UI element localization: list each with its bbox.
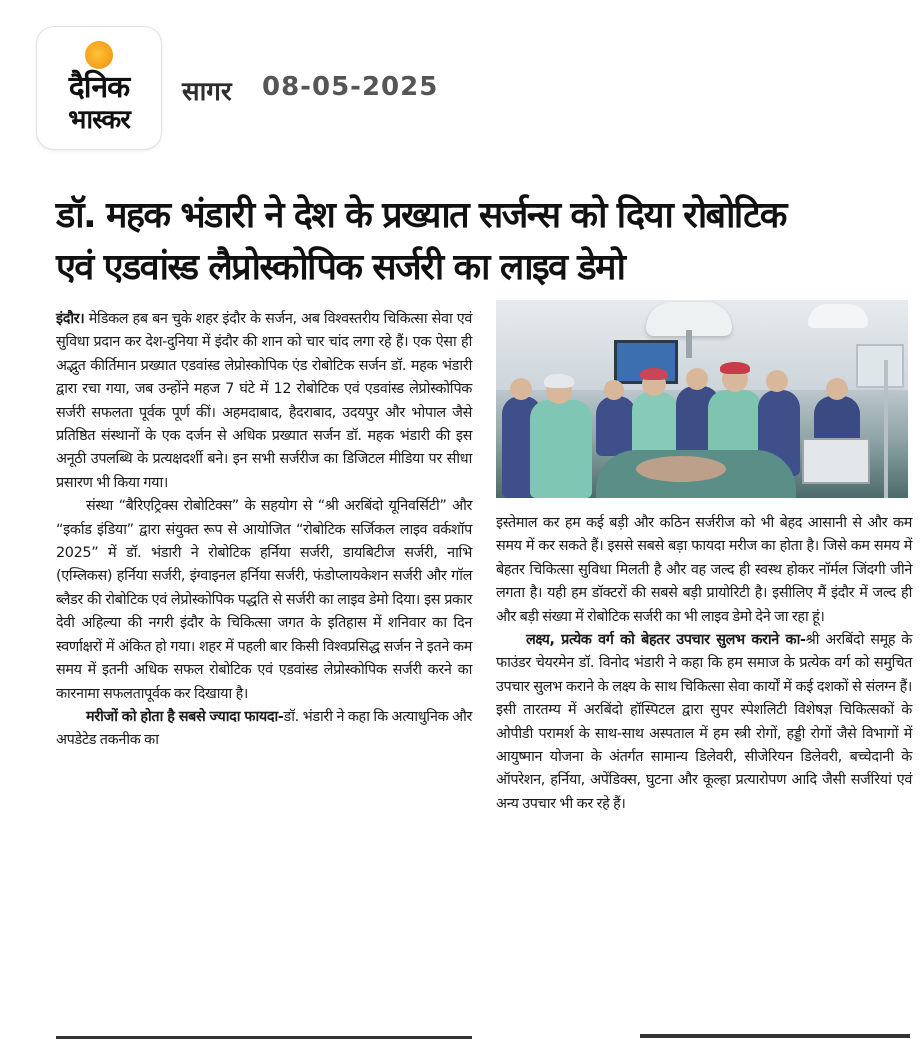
surgeon-head xyxy=(826,378,848,400)
subheading: मरीजों को होता है सबसे ज्यादा फायदा- xyxy=(86,708,284,725)
article-paragraph xyxy=(56,308,472,495)
column-rule xyxy=(56,1036,472,1039)
surgery-photo xyxy=(496,300,908,498)
subheading: लक्ष्य, प्रत्येक वर्ग को बेहतर उपचार सुलभ कराने का- xyxy=(526,632,806,649)
article-column-left xyxy=(56,308,472,753)
paragraph-text: मेडिकल हब बन चुके शहर इंदौर के सर्जन, अब विश्वस्तरीय चिकित्सा सेवा एवं सुविधा प्रदान कर देश-दुनिया में इंदौर की शान को चार चांद लगा रहे हैं। एक ऐसा ही अद्भुत कीर्तिमान प्रख्यात एडवांस्ड लेप्रोस्कोपिक एंड रोबोटिक सर्जन डॉ. महक भंडारी द्वारा रचा गया, जब उन्होंने महज 7 घंटे में 12 रोबोटिक एवं एडवांस्ड लेप्रोस्कोपिक सर्जरी सफलता पूर्वक पूर्ण कीं। अहमदाबाद, हैदराबाद, उदयपुर और भोपाल जैसे प्रतिष्ठित संस्थानों के एक दर्जन से अधिक प्रख्यात सर्जन डॉ. महक भंडारी की इस अनूठी उपलब्धि के प्रत्यक्षदर्शी बने। इन सभी सर्जरीज का डिजिटल मीडिया पर सीधा प्रसारण भी किया गया। xyxy=(56,311,472,491)
patient-draping xyxy=(636,456,726,482)
iv-pole xyxy=(884,360,888,498)
surgeon-head xyxy=(604,380,624,400)
lamp-arm xyxy=(686,330,692,358)
logo-line-2: भास्कर xyxy=(68,105,130,135)
surgical-cap xyxy=(544,374,574,388)
article-paragraph xyxy=(56,706,472,753)
surgeon-figure xyxy=(596,396,636,456)
surgical-console xyxy=(802,438,870,484)
edition-date: 08-05-2025 xyxy=(262,72,439,102)
article-paragraph: संस्था “बैरिएट्रिक्स रोबोटिक्स” के सहयोग से “श्री अरबिंदो यूनिवर्सिटी” और “इर्काड इंडिया” द्वारा संयुक्त रूप से आयोजित “रोबोटिक सर्जिकल लाइव वर्कशॉप 2025” में डॉ. भंडारी ने रोबोटिक हर्निया सर्जरी, डायबिटीज सर्जरी, नाभि (एम्लिकस) हर्निया सर्जरी, इंग्वाइनल हर्निया सर्जरी, फंडोप्लायकेशन सर्जरी और गॉल ब्लैडर की रोबोटिक एवं लेप्रोस्कोपिक पद्धति से सर्जरी का लाइव डेमो दिया। इस प्रकार देवी अहिल्या की नगरी इंदौर के चिकित्सा जगत के इतिहास में शनिवार का दिन स्वर्णाक्षरों में अंकित हो गया। शहर में पहली बार किसी विश्वप्रसिद्ध सर्जन ने इतने कम समय में इतनी अधिक सफल रोबोटिक एवं एडवांस्ड लेप्रोस्कोपिक सर्जरी करने का कारनामा सफलतापूर्वक कर दिखाया है। xyxy=(56,498,472,702)
surgeon-head xyxy=(766,370,788,392)
logo-line-1: दैनिक xyxy=(68,70,130,105)
headline-line-2: एवं एडवांस्ड लैप्रोस्कोपिक सर्जरी का लाइव डेमो xyxy=(56,247,625,288)
dateline: इंदौर। xyxy=(56,311,85,327)
headline-line-1: डॉ. महक भंडारी ने देश के प्रख्यात सर्जन्स को दिया रोबोटिक xyxy=(56,195,786,236)
column-rule xyxy=(640,1034,910,1038)
article-paragraph xyxy=(496,629,912,816)
article-column-right xyxy=(496,512,912,816)
surgical-cap xyxy=(720,362,750,374)
surgical-lamp-icon xyxy=(808,304,868,328)
newspaper-logo xyxy=(36,26,162,150)
article-paragraph: इस्तेमाल कर हम कई बड़ी और कठिन सर्जरीज को भी बेहद आसानी से और कम समय में कर सकते हैं। इससे सबसे बड़ा फायदा मरीज का होता है। जिसे कम समय में बेहतर चिकित्सा सुविधा मिलती है और वह जल्द ही स्वस्थ होकर नॉर्मल जिंदगी जीने लगता है। यही हम डॉक्टरों की सबसे बड़ी प्रायोरिटी है। इसीलिए मैं इंदौर में जल्द ही और बड़ी संख्या में रोबोटिक सर्जरी का भी लाइव डेमो देने जा रहा हूं। xyxy=(496,515,912,625)
paragraph-text: डॉ. भंडारी ने कहा कि अत्याधुनिक और अपडेटेड तकनीक का xyxy=(56,708,472,749)
surgeon-figure xyxy=(530,400,592,498)
paragraph-text: श्री अरबिंदो समूह के फाउंडर चेयरमेन डॉ. विनोद भंडारी ने कहा कि हम समाज के प्रत्येक वर्ग को समुचित उपचार सुलभ कराने के लक्ष्य के साथ चिकित्सा सेवा कार्यों में कई दशकों से संलग्न हैं। इसी तारतम्य में अरबिंदो हॉस्पिटल द्वारा सुपर स्पेशलिटी विशेषज्ञ चिकित्सकों के ओपीडी परामर्श के साथ-साथ अस्पताल में हम स्त्री रोगों, हड्डी रोगों जैसे विभागों में आयुष्मान योजना के अंतर्गत सामान्य डिलेवरी, सीजेरियन डिलेवरी, बच्चेदानी के ऑपरेशन, हर्निया, अपेंडिक्स, घुटना और कूल्हा प्रत्यारोपण आदि जैसी सर्जरियां एवं अन्य उपचार भी कर रहे हैं। xyxy=(496,632,912,812)
surgeon-head xyxy=(510,378,532,400)
headline xyxy=(56,190,916,294)
surgical-cap xyxy=(640,368,668,380)
surgeon-head xyxy=(686,368,708,390)
edition-name: सागर xyxy=(182,77,232,107)
sun-icon xyxy=(85,41,113,69)
monitor-icon xyxy=(856,344,904,388)
